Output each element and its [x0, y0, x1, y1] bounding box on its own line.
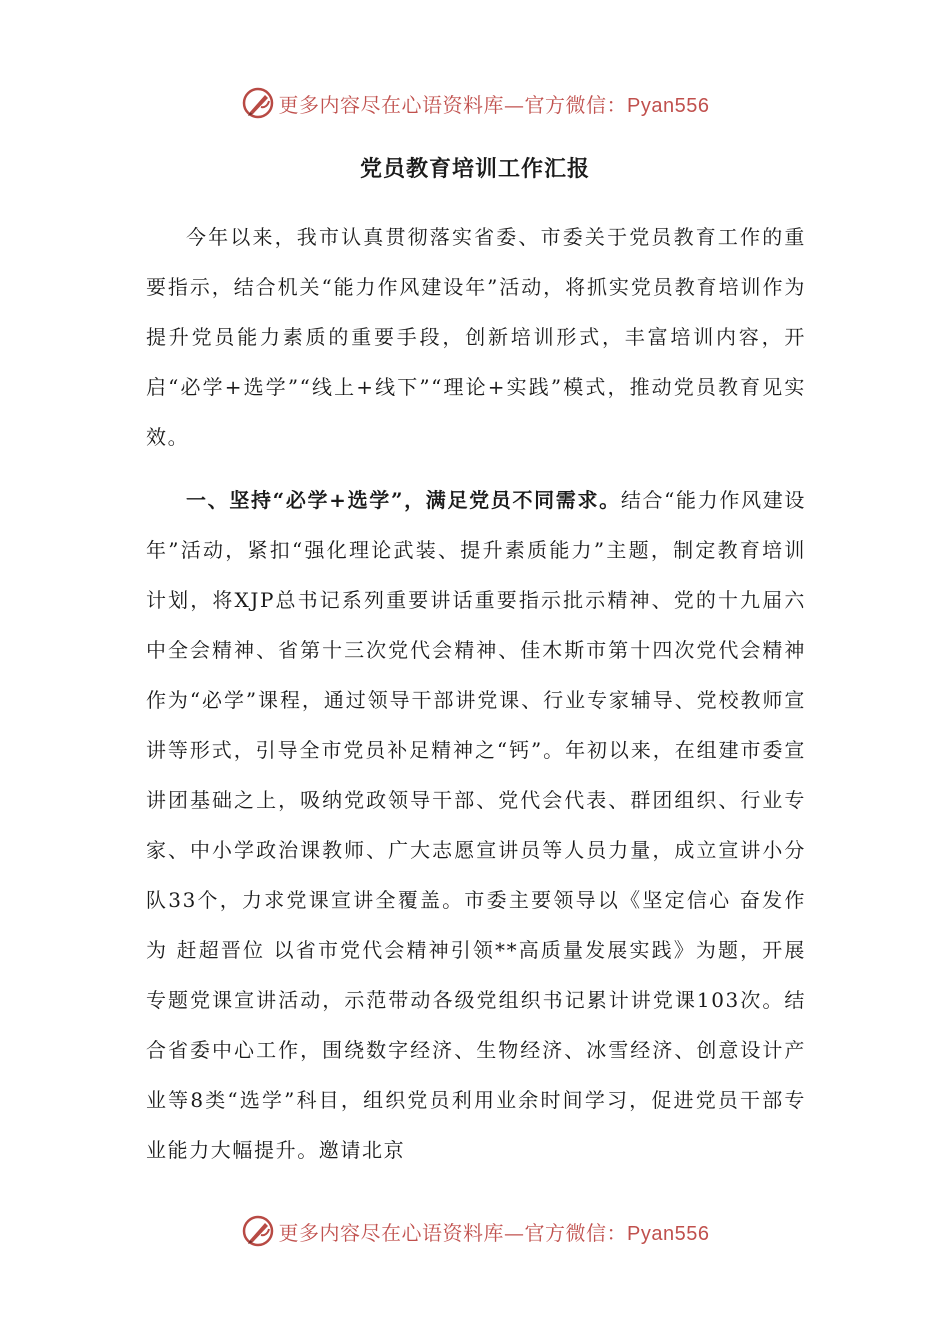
watermark-wechat-label: 官方微信： [524, 1220, 628, 1245]
document-body [146, 212, 806, 1175]
watermark-dash: — [504, 1220, 525, 1245]
watermark-slogan: 更多内容尽在心语资料库 [278, 1220, 505, 1245]
watermark-text [279, 89, 710, 118]
watermark-slogan: 更多内容尽在心语资料库 [278, 92, 505, 117]
watermark-text [279, 1217, 710, 1246]
section-1-paragraph [146, 475, 806, 1175]
intro-paragraph: 今年以来，我市认真贯彻落实省委、市委关于党员教育工作的重要指示，结合机关“能力作风建设年”活动，将抓实党员教育培训作为提升党员能力素质的重要手段，创新培训形式，丰富培训内容，开启“必学+选学”“线上+线下”“理论+实践”模式，推动党员教育见实效。 [146, 225, 806, 449]
section-1-body: 结合“能力作风建设年”活动，紧扣“强化理论武装、提升素质能力”主题，制定教育培训计划，将XJP总书记系列重要讲话重要指示批示精神、党的十九届六中全会精神、省第十三次党代会精神、佳木斯市第十四次党代会精神作为“必学”课程，通过领导干部讲党课、行业专家辅导、党校教师宣讲等形式，引导全市党员补足精神之“钙”。年初以来，在组建市委宣讲团基础之上，吸纳党政领导干部、党代会代表、群团组织、行业专家、中小学政治课教师、广大志愿宣讲员等人员力量，成立宣讲小分队33个，力求党课宣讲全覆盖。市委主要领导以《坚定信心 奋发作为 赶超晋位 以省市党代会精神引领**高质量发展实践》为题，开展专题党课宣讲活动，示范带动各级党组织书记累计讲党课103次。结合省委中心工作，围绕数字经济、生物经济、冰雪经济、创意设计产业等8类“选学”科目，组织党员利用业余时间学习，促进党员干部专业能力大幅提升。邀请北京 [146, 488, 807, 1162]
section-1-heading: 一、坚持“必学+选学”，满足党员不同需求。 [186, 488, 621, 512]
watermark-dash: — [504, 92, 525, 117]
header-watermark-banner [0, 83, 950, 123]
footer-watermark-banner [0, 1211, 950, 1251]
document-title: 党员教育培训工作汇报 [359, 156, 590, 182]
pen-logo-icon [241, 86, 275, 120]
watermark-wechat-id: Pyan556 [627, 94, 710, 117]
watermark-wechat-id: Pyan556 [627, 1222, 710, 1245]
watermark-wechat-label: 官方微信： [524, 92, 628, 117]
pen-logo-icon [241, 1214, 275, 1248]
